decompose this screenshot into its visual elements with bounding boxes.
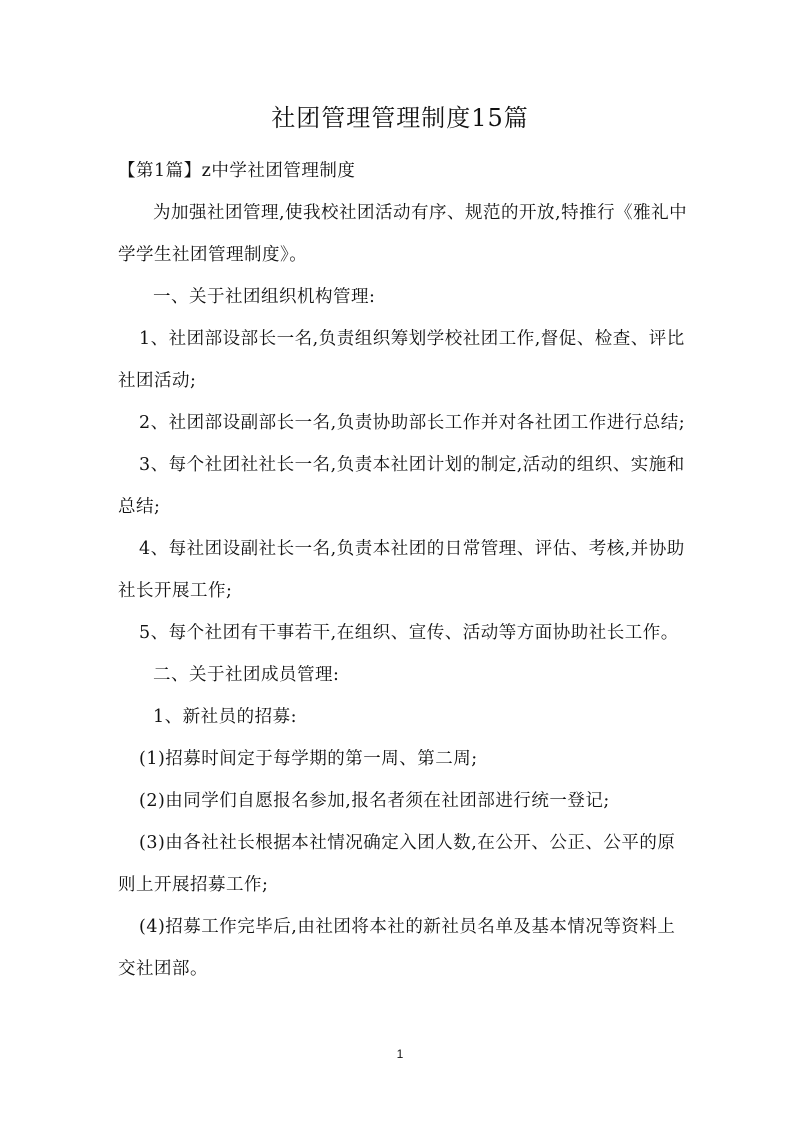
list-item: (3)由各社社长根据本社情况确定入团人数,在公开、公正、公平的原则上开展招募工作;	[118, 833, 676, 895]
page-number: 1	[396, 1047, 404, 1061]
list-item: (4)招募工作完毕后,由社团将本社的新社员名单及基本情况等资料上交社团部。	[118, 917, 676, 979]
list-item: 3、每个社团社社长一名,负责本社团计划的制定,活动的组织、实施和总结;	[118, 455, 685, 517]
intro-paragraph: 为加强社团管理,使我校社团活动有序、规范的开放,特推行《雅礼中学学生社团管理制度》。	[118, 203, 688, 265]
list-item: 5、每个社团有干事若干,在组织、宣传、活动等方面协助社长工作。	[139, 623, 679, 643]
section-heading: 【第1篇】z中学社团管理制度	[118, 161, 356, 181]
subsection-heading: 1、新社员的招募:	[153, 707, 298, 727]
document-title: 社团管理管理制度15篇	[271, 104, 529, 132]
list-item: (1)招募时间定于每学期的第一周、第二周;	[139, 749, 478, 769]
document-body	[118, 150, 690, 990]
list-item: 1、社团部设部长一名,负责组织筹划学校社团工作,督促、检查、评比社团活动;	[118, 329, 685, 391]
section-heading: 二、关于社团成员管理:	[153, 665, 340, 685]
list-item: (2)由同学们自愿报名参加,报名者须在社团部进行统一登记;	[139, 791, 610, 811]
section-heading: 一、关于社团组织机构管理:	[153, 287, 376, 307]
list-item: 2、社团部设副部长一名,负责协助部长工作并对各社团工作进行总结;	[139, 413, 686, 433]
list-item: 4、每社团设副社长一名,负责本社团的日常管理、评估、考核,并协助社长开展工作;	[118, 539, 685, 601]
